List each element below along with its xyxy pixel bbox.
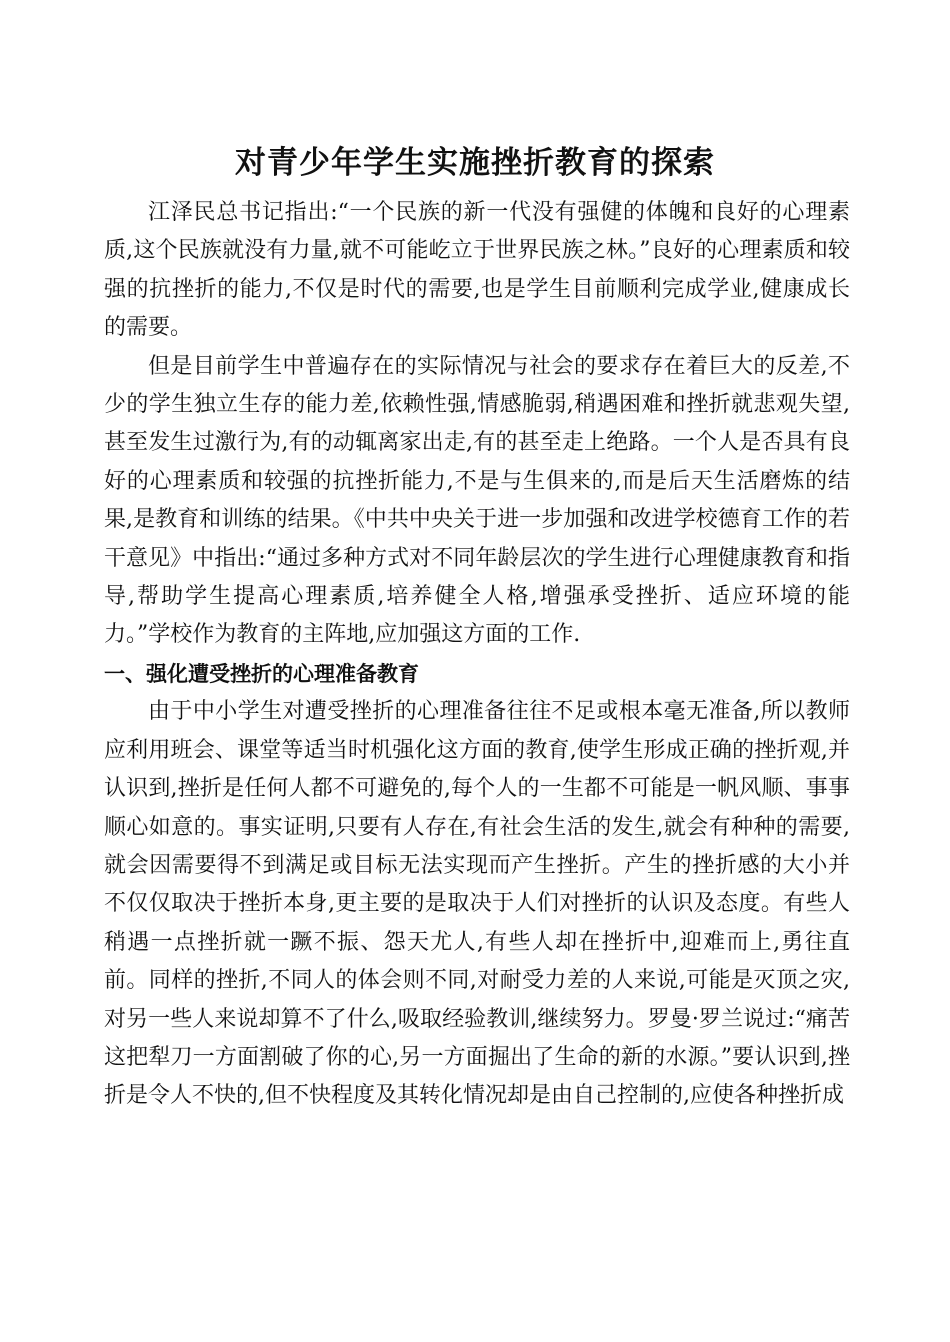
body-paragraph-2: 但是目前学生中普遍存在的实际情况与社会的要求存在着巨大的反差,不少的学生独立生存的能力差,依赖性强,情感脆弱,稍遇困难和挫折就悲观失望,甚至发生过激行为,有的动辄离家出走,有的甚至走上绝路。一个人是否具有良好的心理素质和较强的抗挫折能力,不是与生俱来的,而是后天生活磨炼的结果,是教育和训练的结果。《中共中央关于进一步加强和改进学校德育工作的若干意见》中指出:“通过多种方式对不同年龄层次的学生进行心理健康教育和指导,帮助学生提高心理素质,培养健全人格,增强承受挫折、适应环境的能力。”学校作为教育的主阵地,应加强这方面的工作. bbox=[104, 353, 850, 648]
section-1-paragraph: 由于中小学生对遭受挫折的心理准备往往不足或根本毫无准备,所以教师应利用班会、课堂等适当时机强化这方面的教育,使学生形成正确的挫折观,并认识到,挫折是任何人都不可避免的,每个人的一生都不可能是一帆风顺、事事顺心如意的。事实证明,只要有人存在,有社会生活的发生,就会有种种的需要,就会因需要得不到满足或目标无法实现而产生挫折。产生的挫折感的大小并不仅仅取决于挫折本身,更主要的是取决于人们对挫折的认识及态度。有些人稍遇一点挫折就一蹶不振、怨天尤人,有些人却在挫折中,迎难而上,勇往直前。同样的挫折,不同人的体会则不同,对耐受力差的人来说,可能是灭顶之灾,对另一些人来说却算不了什么,吸取经验教训,继续努力。罗曼·罗兰说过:“痛苦这把犁刀一方面割破了你的心,另一方面掘出了生命的新的水源。”要认识到,挫折是令人不快的,但不快程度及其转化情况却是由自己控制的,应使各种挫折成 bbox=[104, 699, 850, 1109]
section-heading-1: 一、强化遭受挫折的心理准备教育 bbox=[104, 661, 419, 686]
document-body bbox=[104, 194, 850, 1116]
body-paragraph-1: 江泽民总书记指出:“一个民族的新一代没有强健的体魄和良好的心理素质,这个民族就没有力量,就不可能屹立于世界民族之林。”良好的心理素质和较强的抗挫折的能力,不仅是时代的需要,也是学生目前顺利完成学业,健康成长的需要。 bbox=[104, 200, 850, 341]
document-title: 对青少年学生实施挫折教育的探索 bbox=[235, 145, 715, 181]
